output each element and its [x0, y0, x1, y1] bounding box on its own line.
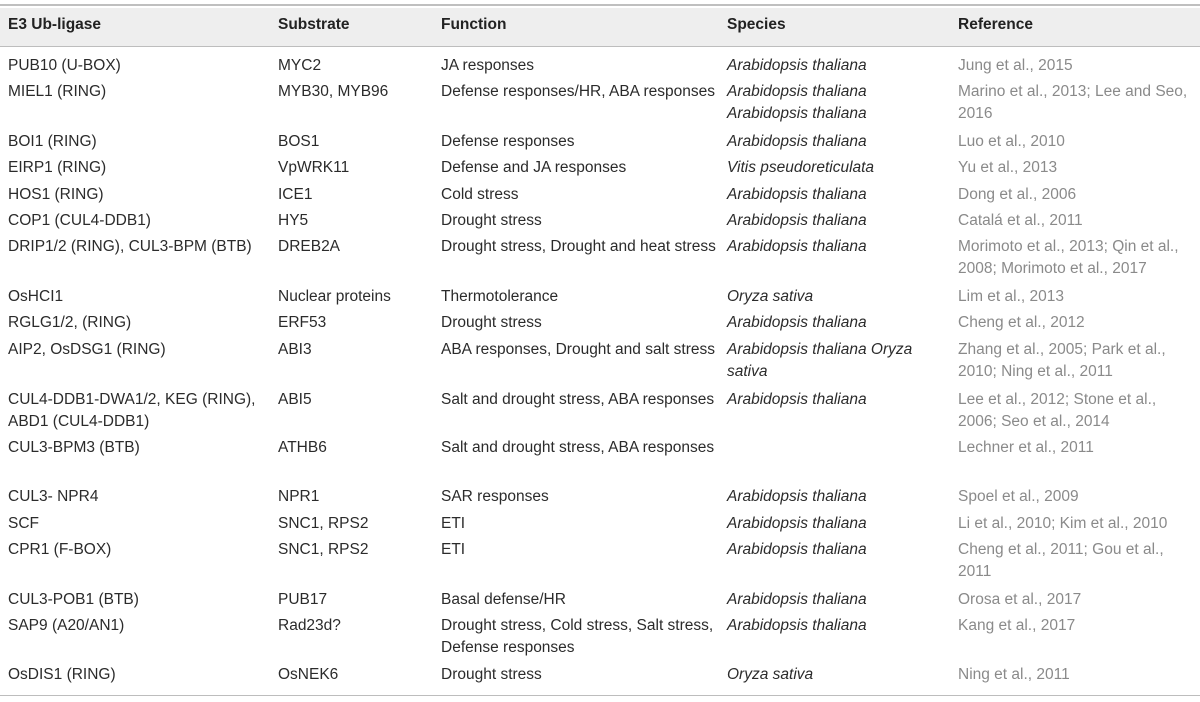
cell-reference: Luo et al., 2010 [958, 133, 1065, 150]
cell-substrate: VpWRK11 [278, 159, 350, 176]
header-species: Species [727, 16, 786, 33]
cell-substrate: DREB2A [278, 238, 341, 255]
cell-e3-ub-ligase: CPR1 (F-BOX) [8, 541, 112, 558]
cell-e3-ub-ligase: COP1 (CUL4-DDB1) [8, 212, 151, 229]
cell-substrate: Nuclear proteins [278, 288, 391, 305]
cell-e3-ub-ligase: PUB10 (U-BOX) [8, 57, 121, 74]
cell-reference: Morimoto et al., 2013; Qin et al., 2008; Morimoto et al., 2017 [958, 238, 1179, 277]
cell-function: Drought stress, Drought and heat stress [441, 238, 716, 255]
cell-species: Arabidopsis thaliana [727, 391, 867, 408]
cell-e3-ub-ligase: CUL3-BPM3 (BTB) [8, 439, 140, 456]
cell-reference: Lechner et al., 2011 [958, 439, 1094, 456]
cell-function: Drought stress, Cold stress, Salt stress, Defense responses [441, 617, 714, 656]
cell-e3-ub-ligase: CUL3-POB1 (BTB) [8, 591, 139, 608]
cell-species: Arabidopsis thaliana [727, 186, 867, 203]
cell-species: Arabidopsis thaliana [727, 212, 867, 229]
cell-e3-ub-ligase: CUL3- NPR4 [8, 488, 99, 505]
header-reference: Reference [958, 16, 1033, 33]
cell-substrate: NPR1 [278, 488, 320, 505]
cell-substrate: ICE1 [278, 186, 313, 203]
cell-function: Defense responses [441, 133, 575, 150]
cell-species: Arabidopsis thaliana [727, 488, 867, 505]
cell-reference: Orosa et al., 2017 [958, 591, 1082, 608]
cell-function: Salt and drought stress, ABA responses [441, 391, 715, 408]
cell-function: Cold stress [441, 186, 519, 203]
cell-species: Vitis pseudoreticulata [727, 159, 875, 176]
cell-species: Oryza sativa [727, 666, 814, 683]
cell-function: Basal defense/HR [441, 591, 566, 608]
cell-e3-ub-ligase: HOS1 (RING) [8, 186, 104, 203]
cell-e3-ub-ligase: MIEL1 (RING) [8, 83, 107, 100]
cell-substrate: SNC1, RPS2 [278, 515, 369, 532]
cell-function: Drought stress [441, 666, 542, 683]
cell-function: Drought stress [441, 314, 542, 331]
cell-e3-ub-ligase: RGLG1/2, (RING) [8, 314, 132, 331]
cell-e3-ub-ligase: BOI1 (RING) [8, 133, 97, 150]
cell-reference: Cheng et al., 2011; Gou et al., 2011 [958, 541, 1164, 580]
cell-reference: Yu et al., 2013 [958, 159, 1058, 176]
cell-e3-ub-ligase: SAP9 (A20/AN1) [8, 617, 125, 634]
cell-reference: Jung et al., 2015 [958, 57, 1073, 74]
cell-reference: Spoel et al., 2009 [958, 488, 1079, 505]
cell-function: ABA responses, Drought and salt stress [441, 341, 715, 358]
cell-function: Defense and JA responses [441, 159, 627, 176]
cell-e3-ub-ligase: OsDIS1 (RING) [8, 666, 116, 683]
cell-function: Drought stress [441, 212, 542, 229]
cell-e3-ub-ligase: OsHCI1 [8, 288, 64, 305]
cell-species: Arabidopsis thaliana [727, 238, 867, 255]
cell-reference: Zhang et al., 2005; Park et al., 2010; Ning et al., 2011 [958, 341, 1166, 380]
cell-species: Arabidopsis thaliana [727, 541, 867, 558]
table-bottom-rule [0, 695, 1200, 696]
cell-function: JA responses [441, 57, 535, 74]
cell-species: Arabidopsis thaliana Oryza sativa [727, 341, 913, 380]
cell-substrate: ABI5 [278, 391, 312, 408]
cell-species: Arabidopsis thaliana [727, 515, 867, 532]
cell-substrate: ABI3 [278, 341, 312, 358]
cell-species: Arabidopsis thaliana [727, 591, 867, 608]
cell-substrate: MYC2 [278, 57, 322, 74]
cell-substrate: MYB30, MYB96 [278, 83, 389, 100]
cell-species: Arabidopsis thaliana [727, 133, 867, 150]
cell-reference: Li et al., 2010; Kim et al., 2010 [958, 515, 1168, 532]
cell-reference: Kang et al., 2017 [958, 617, 1076, 634]
table-top-rule [0, 4, 1200, 6]
cell-e3-ub-ligase: DRIP1/2 (RING), CUL3-BPM (BTB) [8, 238, 252, 255]
cell-substrate: BOS1 [278, 133, 320, 150]
cell-e3-ub-ligase: CUL4-DDB1-DWA1/2, KEG (RING), ABD1 (CUL4-DDB1) [8, 391, 256, 430]
cell-substrate: ERF53 [278, 314, 327, 331]
cell-reference: Lee et al., 2012; Stone et al., 2006; Seo et al., 2014 [958, 391, 1157, 430]
cell-function: Salt and drought stress, ABA responses [441, 439, 715, 456]
cell-reference: Lim et al., 2013 [958, 288, 1064, 305]
cell-substrate: PUB17 [278, 591, 328, 608]
table-header [0, 8, 1200, 47]
cell-substrate: SNC1, RPS2 [278, 541, 369, 558]
cell-substrate: HY5 [278, 212, 309, 229]
cell-substrate: ATHB6 [278, 439, 327, 456]
cell-function: Thermotolerance [441, 288, 559, 305]
header-function: Function [441, 16, 507, 33]
cell-substrate: OsNEK6 [278, 666, 339, 683]
cell-function: SAR responses [441, 488, 549, 505]
cell-function: ETI [441, 515, 466, 532]
cell-e3-ub-ligase: SCF [8, 515, 39, 532]
cell-function: ETI [441, 541, 466, 558]
cell-e3-ub-ligase: EIRP1 (RING) [8, 159, 107, 176]
cell-reference: Marino et al., 2013; Lee and Seo, 2016 [958, 83, 1188, 122]
cell-species: Arabidopsis thaliana [727, 617, 867, 634]
cell-species: Oryza sativa [727, 288, 814, 305]
cell-e3-ub-ligase: AIP2, OsDSG1 (RING) [8, 341, 166, 358]
cell-function: Defense responses/HR, ABA responses [441, 83, 715, 100]
cell-substrate: Rad23d? [278, 617, 341, 634]
cell-reference: Cheng et al., 2012 [958, 314, 1085, 331]
cell-reference: Ning et al., 2011 [958, 666, 1070, 683]
header-e3-ub-ligase: E3 Ub-ligase [8, 16, 102, 33]
cell-species: Arabidopsis thaliana Arabidopsis thaliana [727, 83, 867, 122]
cell-reference: Catalá et al., 2011 [958, 212, 1083, 229]
cell-species: Arabidopsis thaliana [727, 57, 867, 74]
cell-reference: Dong et al., 2006 [958, 186, 1077, 203]
header-substrate: Substrate [278, 16, 350, 33]
cell-species: Arabidopsis thaliana [727, 314, 867, 331]
